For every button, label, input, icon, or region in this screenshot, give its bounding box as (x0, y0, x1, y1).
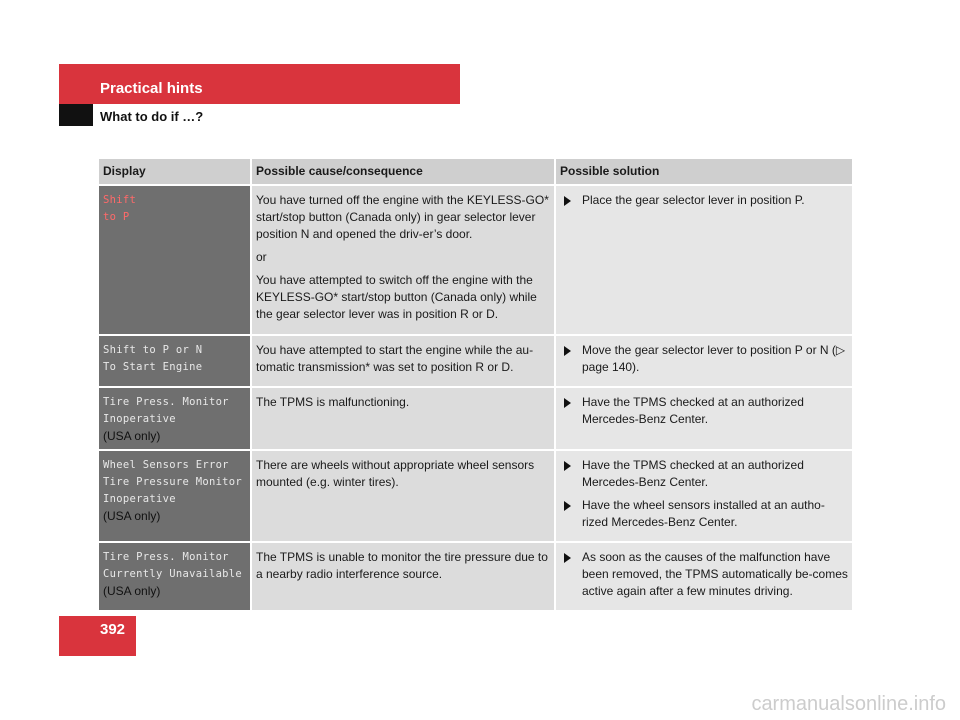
watermark: carmanualsonline.info (751, 693, 946, 715)
arrow-bullet-icon (564, 461, 571, 471)
display-cell (99, 387, 251, 450)
cause-text: There are wheels without appropriate wheel sensors mounted (e.g. winter tires). (256, 458, 535, 489)
solution-text: Place the gear selector lever in position P. (582, 193, 805, 207)
solution-cell (555, 335, 853, 387)
column-header-solution: Possible solution (555, 159, 853, 185)
solution-text: Have the TPMS checked at an authorized Mercedes-Benz Center. (582, 395, 804, 426)
cause-text: You have turned off the engine with the KEYLESS-GO* start/stop button (Canada only) in gear selector lever position N and opened the driv-er’s door. (256, 193, 549, 241)
page-subtitle: What to do if …? (100, 109, 204, 124)
column-header-display: Display (99, 159, 251, 185)
solution-item (560, 394, 848, 428)
display-message-line: Tire Press. Monitor (103, 551, 229, 563)
solution-item (560, 457, 848, 491)
solution-item (560, 192, 848, 209)
cause-cell (251, 387, 555, 450)
solution-text: Have the wheel sensors installed at an autho-rized Mercedes-Benz Center. (582, 498, 825, 529)
table-row (99, 542, 853, 611)
display-cell (99, 450, 251, 542)
display-cell (99, 185, 251, 335)
display-message-line: To Start Engine (103, 361, 203, 373)
column-header-cause: Possible cause/consequence (251, 159, 555, 185)
display-cell (99, 335, 251, 387)
solution-item (560, 342, 848, 376)
cause-cell (251, 185, 555, 335)
table-row (99, 450, 853, 542)
display-message-line: Tire Pressure Monitor (103, 476, 243, 488)
display-message-line: Tire Press. Monitor (103, 396, 229, 408)
solution-cell (555, 542, 853, 611)
display-message-line: Inoperative (103, 493, 176, 505)
table-row (99, 335, 853, 387)
arrow-bullet-icon (564, 196, 571, 206)
display-note: (USA only) (103, 509, 161, 523)
cause-cell (251, 542, 555, 611)
table-row (99, 185, 853, 335)
table-header-row (99, 159, 853, 185)
display-cell (99, 542, 251, 611)
solution-item (560, 497, 848, 531)
cause-cell (251, 335, 555, 387)
display-message-line: Currently Unavailable (103, 568, 243, 580)
solution-text: Move the gear selector lever to position P or N (▷ page 140). (582, 343, 846, 374)
solution-cell (555, 185, 853, 335)
troubleshooting-table (99, 159, 854, 612)
display-note: (USA only) (103, 429, 161, 443)
table-row (99, 387, 853, 450)
cause-text: or (256, 250, 267, 264)
solution-text: Have the TPMS checked at an authorized Mercedes-Benz Center. (582, 458, 804, 489)
solution-cell (555, 450, 853, 542)
cause-text: The TPMS is malfunctioning. (256, 395, 410, 409)
cause-text: You have attempted to start the engine while the au-tomatic transmission* was set to position R or D. (256, 343, 534, 374)
section-title: Practical hints (100, 80, 203, 97)
cause-text: The TPMS is unable to monitor the tire pressure due to a nearby radio interference source. (256, 550, 548, 581)
arrow-bullet-icon (564, 346, 571, 356)
display-message-line: Shift to P or N (103, 344, 203, 356)
arrow-bullet-icon (564, 501, 571, 511)
solution-cell (555, 387, 853, 450)
cause-text: You have attempted to switch off the engine with the KEYLESS-GO* start/stop button (Canada only) while the gear selector lever was in position R or D. (256, 273, 537, 321)
arrow-bullet-icon (564, 553, 571, 563)
section-tab-marker (59, 104, 93, 126)
arrow-bullet-icon (564, 398, 571, 408)
display-message-line: Shift (103, 194, 137, 206)
display-message-line: Inoperative (103, 413, 176, 425)
display-message-line: to P (103, 211, 130, 223)
page-number: 392 (100, 621, 126, 638)
cause-cell (251, 450, 555, 542)
solution-text: As soon as the causes of the malfunction have been removed, the TPMS automatically be-comes active again after a few minutes driving. (582, 550, 848, 598)
solution-item (560, 549, 848, 600)
display-note: (USA only) (103, 584, 161, 598)
display-message-line: Wheel Sensors Error (103, 459, 229, 471)
